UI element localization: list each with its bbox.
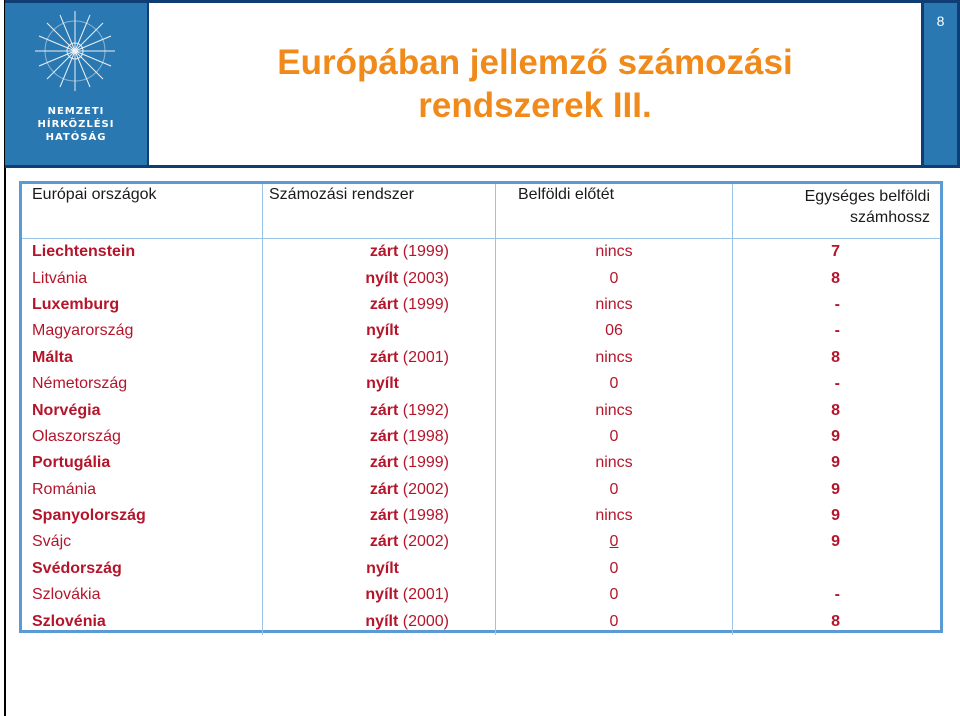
prefix-cell: nincs — [496, 345, 733, 371]
length-cell — [733, 556, 941, 582]
table-row — [22, 397, 940, 423]
system-cell — [263, 292, 496, 318]
page-number-panel — [924, 3, 957, 165]
table-row — [22, 608, 940, 634]
table-row — [22, 265, 940, 291]
logo-line-3: HATÓSÁG — [45, 132, 107, 143]
numbering-table-frame — [19, 181, 943, 633]
system-year: (1999) — [402, 454, 449, 472]
length-cell: 9 — [733, 529, 941, 555]
column-header-prefix: Belföldi előtét — [496, 184, 733, 239]
length-cell: 9 — [733, 477, 941, 503]
system-cell — [263, 397, 496, 423]
table-row — [22, 424, 940, 450]
length-cell: 9 — [733, 424, 941, 450]
system-year: (2002) — [402, 480, 449, 498]
numbering-table — [22, 184, 940, 635]
system-cell — [263, 503, 496, 529]
table-row — [22, 239, 940, 266]
system-type: nyílt — [365, 586, 399, 604]
system-type: nyílt — [365, 269, 399, 287]
length-cell: - — [733, 582, 941, 608]
system-type: zárt — [369, 480, 399, 498]
prefix-cell: 0 — [496, 529, 733, 555]
system-year: (2003) — [402, 269, 449, 287]
system-type: zárt — [369, 507, 399, 525]
table-row — [22, 292, 940, 318]
system-year: (1999) — [402, 295, 449, 313]
table-row — [22, 529, 940, 555]
system-cell — [263, 265, 496, 291]
system-type: nyílt — [366, 322, 399, 340]
prefix-cell: 0 — [496, 424, 733, 450]
slide-title-line-2: rendszerek III. — [418, 86, 652, 125]
system-cell — [263, 424, 496, 450]
country-cell: Szlovákia — [32, 586, 101, 604]
system-cell — [263, 371, 496, 397]
slide-title — [149, 41, 921, 127]
table-row — [22, 556, 940, 582]
country-cell: Litvánia — [32, 269, 88, 287]
length-cell: - — [733, 371, 941, 397]
column-header-length: Egységes belföldi számhossz — [733, 184, 941, 239]
length-cell: 7 — [733, 239, 941, 266]
system-type: zárt — [369, 401, 399, 419]
country-cell: Svájc — [32, 533, 72, 551]
table-row — [22, 503, 940, 529]
slide-title-line-1: Európában jellemző számozási — [277, 43, 793, 82]
prefix-cell: 06 — [496, 318, 733, 344]
system-cell — [263, 608, 496, 634]
system-cell — [263, 239, 496, 266]
country-cell: Olaszország — [32, 427, 121, 445]
title-panel — [149, 3, 921, 165]
system-type: nyílt — [366, 559, 399, 577]
country-cell: Luxemburg — [32, 295, 120, 313]
table-row — [22, 477, 940, 503]
country-cell: Norvégia — [32, 401, 101, 419]
country-cell: Szlovénia — [32, 612, 106, 630]
system-cell — [263, 582, 496, 608]
system-type: zárt — [369, 348, 399, 366]
prefix-cell: 0 — [496, 265, 733, 291]
table-row — [22, 450, 940, 476]
table-row — [22, 371, 940, 397]
system-type: zárt — [369, 427, 399, 445]
length-cell: 8 — [733, 397, 941, 423]
logo-line-2: HÍRKÖZLÉSI — [37, 119, 115, 130]
system-year: (1999) — [402, 243, 449, 261]
system-year: (2000) — [402, 612, 449, 630]
column-header-system: Számozási rendszer — [263, 184, 496, 239]
length-cell: 8 — [733, 265, 941, 291]
system-cell — [263, 529, 496, 555]
system-year: (2002) — [402, 533, 449, 551]
prefix-cell: 0 — [496, 582, 733, 608]
star-logo-icon — [5, 3, 147, 103]
table-row — [22, 318, 940, 344]
system-type: nyílt — [366, 375, 399, 393]
system-cell — [263, 318, 496, 344]
table-header-row — [22, 184, 940, 239]
prefix-cell: 0 — [496, 371, 733, 397]
country-cell: Liechtenstein — [32, 243, 136, 261]
system-type: nyílt — [365, 612, 399, 630]
system-year: (2001) — [402, 586, 449, 604]
prefix-cell: nincs — [496, 397, 733, 423]
length-cell: 9 — [733, 503, 941, 529]
system-year: (1998) — [402, 507, 449, 525]
system-year: (1998) — [402, 427, 449, 445]
system-type: zárt — [369, 454, 399, 472]
length-cell: - — [733, 318, 941, 344]
country-cell: Portugália — [32, 454, 111, 472]
page-number: 8 — [936, 13, 945, 29]
system-type: zárt — [369, 243, 399, 261]
country-cell: Németország — [32, 375, 128, 393]
prefix-cell: nincs — [496, 239, 733, 266]
system-type: zárt — [369, 533, 399, 551]
table-row — [22, 582, 940, 608]
prefix-cell: 0 — [496, 608, 733, 634]
system-cell — [263, 556, 496, 582]
logo-line-1: NEMZETI — [47, 106, 105, 117]
prefix-cell: nincs — [496, 292, 733, 318]
country-cell: Svédország — [32, 559, 122, 577]
length-cell: 8 — [733, 345, 941, 371]
length-cell: 9 — [733, 450, 941, 476]
system-cell — [263, 345, 496, 371]
country-cell: Málta — [32, 348, 73, 366]
prefix-cell: 0 — [496, 556, 733, 582]
system-cell — [263, 477, 496, 503]
country-cell: Magyarország — [32, 322, 134, 340]
system-type: zárt — [369, 295, 399, 313]
length-cell: 8 — [733, 608, 941, 634]
country-cell: Románia — [32, 480, 97, 498]
length-cell: - — [733, 292, 941, 318]
prefix-cell: nincs — [496, 503, 733, 529]
system-year: (1992) — [402, 401, 449, 419]
table-row — [22, 345, 940, 371]
column-header-country: Európai országok — [22, 184, 263, 239]
system-year: (2001) — [402, 348, 449, 366]
prefix-cell: 0 — [496, 477, 733, 503]
country-cell: Spanyolország — [32, 507, 146, 525]
system-cell — [263, 450, 496, 476]
prefix-cell: nincs — [496, 450, 733, 476]
logo-panel — [5, 3, 147, 165]
logo-wordmark — [5, 105, 147, 144]
